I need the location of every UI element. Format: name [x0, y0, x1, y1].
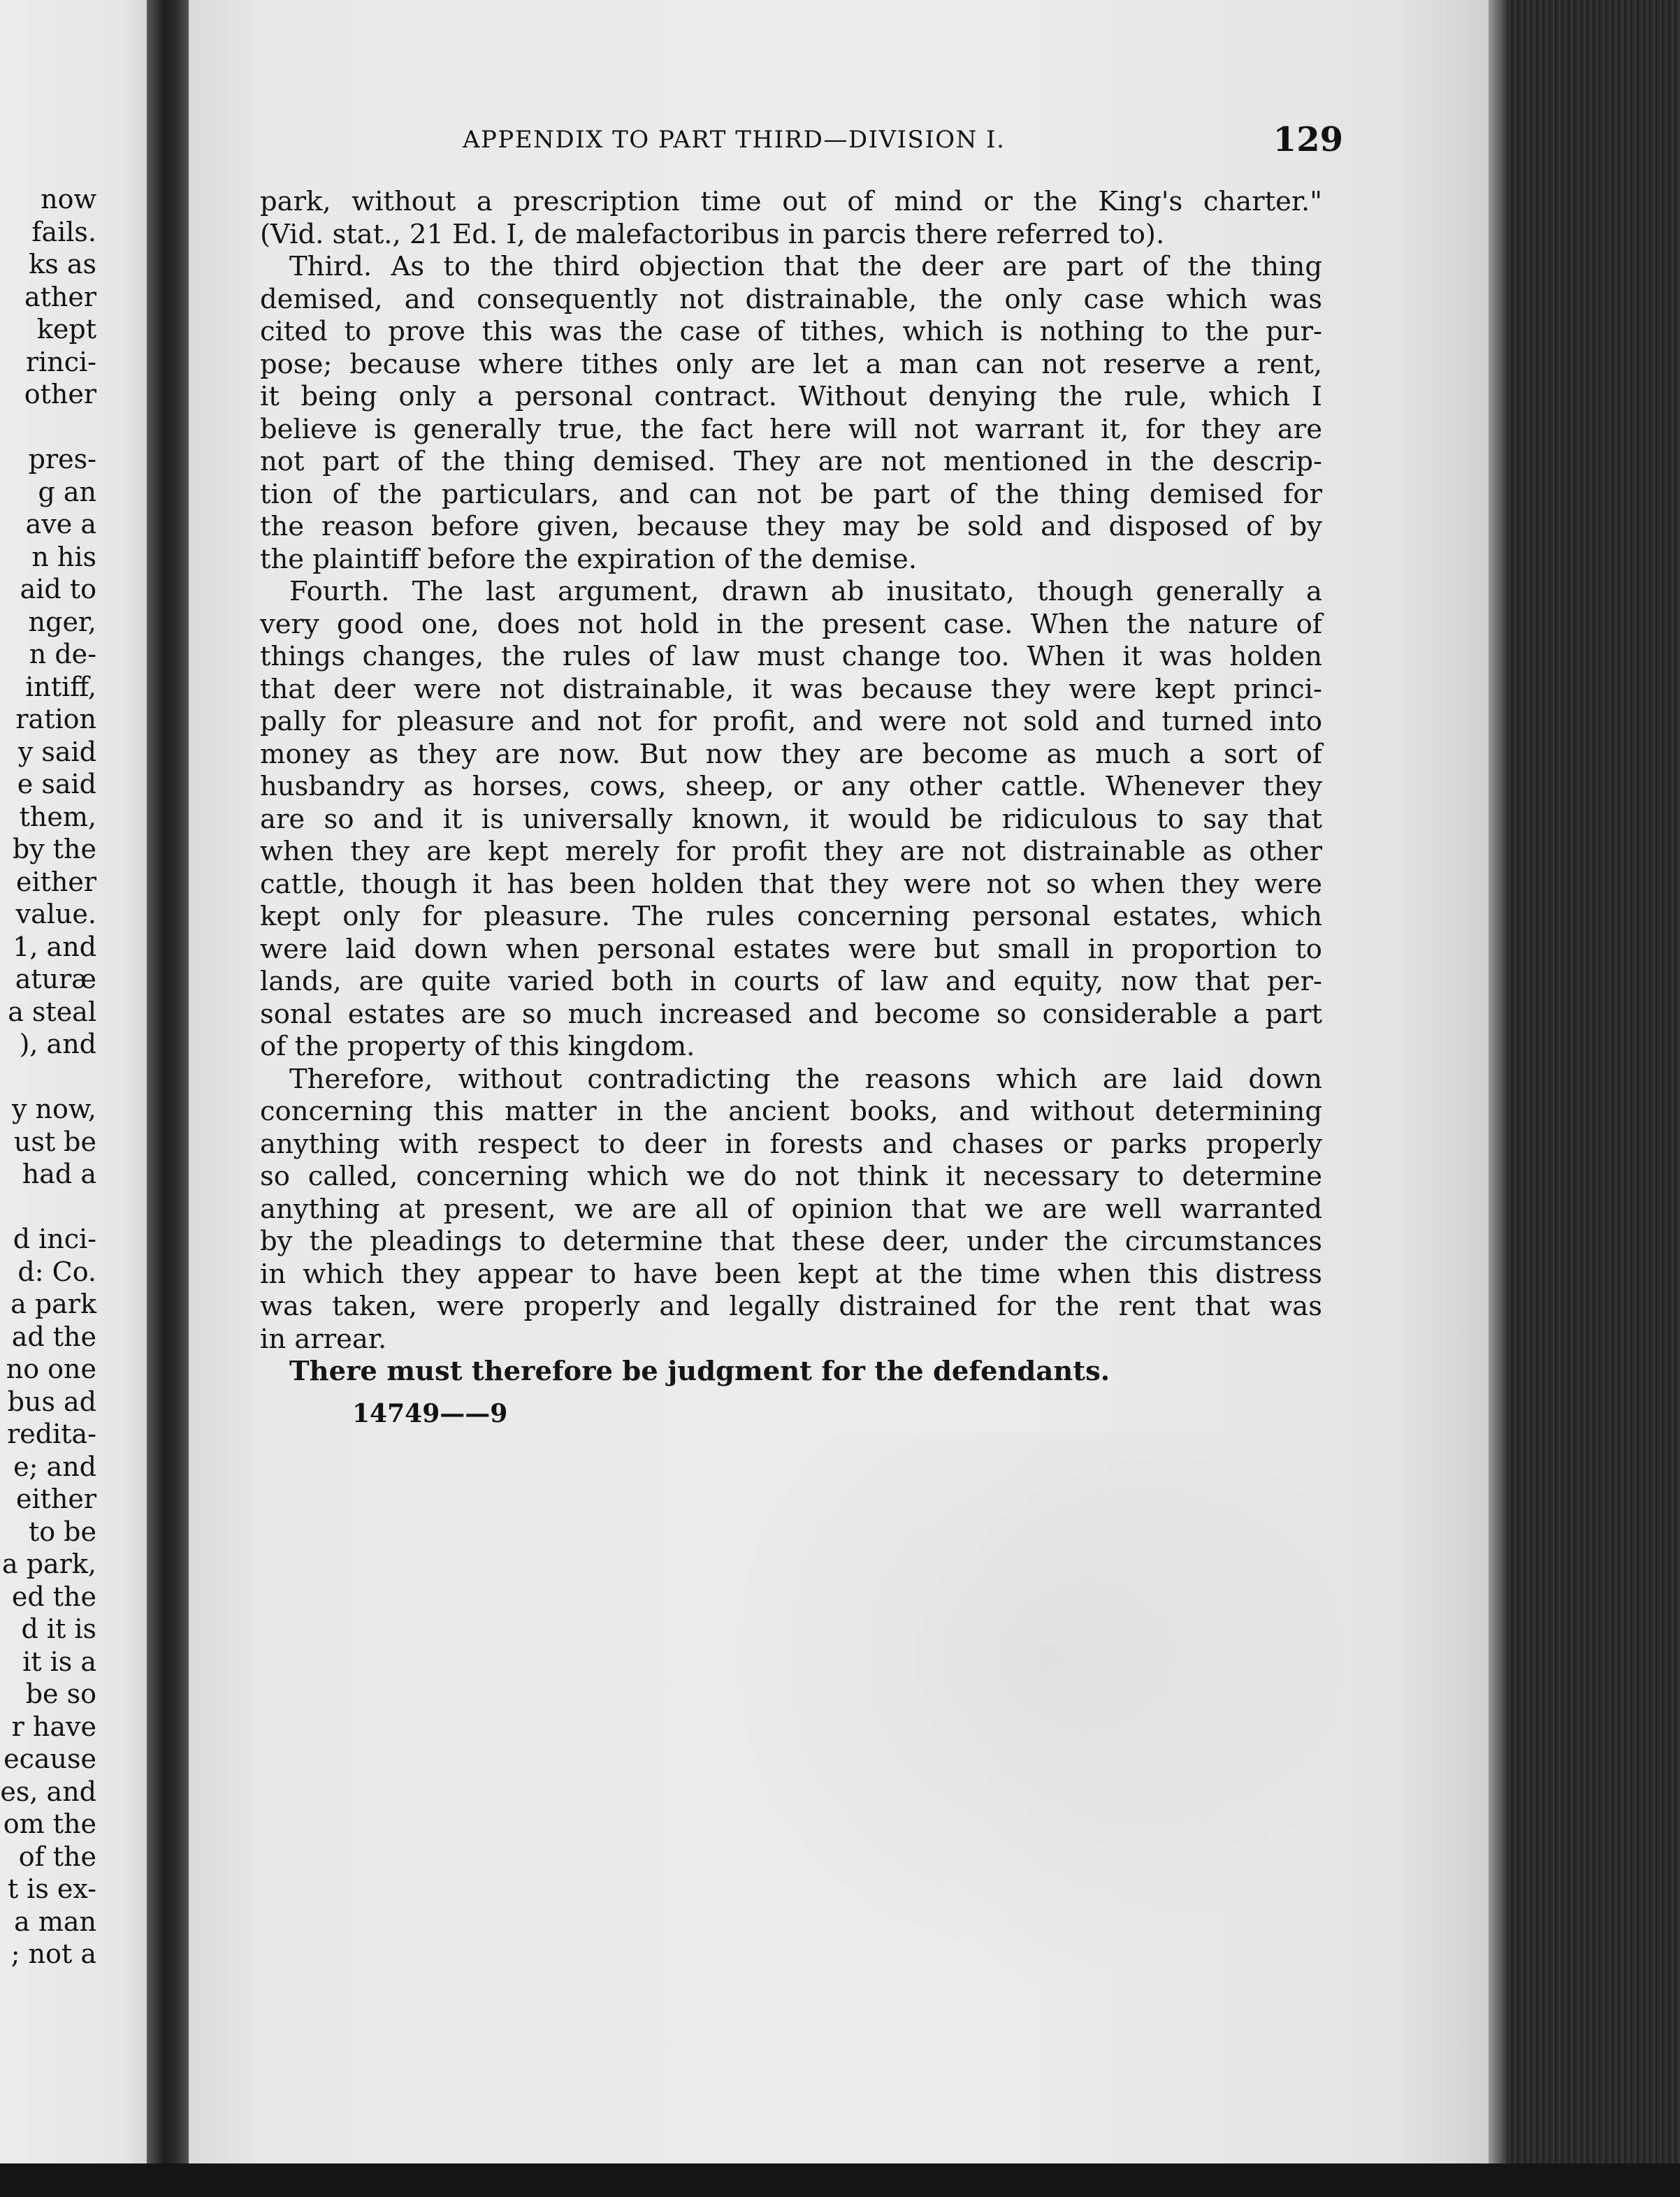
text-line: Third. As to the third objection that the deer are part of the thing [289, 251, 1322, 282]
left-page-line: g an [38, 476, 96, 507]
left-page-line: rinci- [25, 346, 96, 377]
left-page-line: either [15, 1484, 96, 1514]
running-head: APPENDIX TO PART THIRD—DIVISION I. [463, 126, 1006, 154]
text-line: park, without a prescription time out of mind or the King's charter." [260, 186, 1322, 217]
left-page-line: a steal [8, 996, 96, 1027]
left-facing-page [0, 0, 155, 2197]
text-line: was taken, were properly and legally distrained for the rent that was [260, 1291, 1322, 1322]
text-line: by the pleadings to determine that these deer, under the circumstances [260, 1226, 1322, 1257]
text-line: when they are kept merely for profit they are not distrainable as other [260, 836, 1322, 867]
text-line: demised, and consequently not distrainable, the only case which was [260, 283, 1322, 315]
left-page-text-fragments [0, 183, 96, 1971]
text-line: sonal estates are so much increased and become so considerable a part [260, 998, 1322, 1030]
text-line: pose; because where tithes only are let a man can not reserve a rent, [260, 348, 1322, 380]
text-line: pally for pleasure and not for profit, and were not sold and turned into [260, 706, 1322, 737]
text-line: of the property of this kingdom. [260, 1031, 695, 1062]
text-line: money as they are now. But now they are become as much a sort of [260, 738, 1322, 770]
left-page-line: om the [3, 1808, 96, 1839]
left-page-line: y now, [12, 1094, 96, 1124]
text-line: anything with respect to deer in forests and chases or parks properly [260, 1128, 1322, 1160]
left-page-line: n his [31, 541, 96, 572]
left-page-line: to be [28, 1516, 96, 1547]
text-line: the reason before given, because they may be sold and disposed of by [260, 511, 1322, 542]
left-page-line: e; and [13, 1451, 96, 1482]
text-line: concerning this matter in the ancient books, and without determining [260, 1096, 1322, 1127]
text-line: so called, concerning which we do not think it necessary to determine [260, 1161, 1322, 1192]
page-edges [1489, 0, 1680, 2197]
left-page-line: t is ex- [7, 1873, 96, 1904]
left-page-line [0, 1061, 96, 1094]
left-page-line: be so [25, 1678, 96, 1709]
text-line: the plaintiff before the expiration of the demise. [260, 543, 918, 575]
left-page-line: e said [17, 769, 96, 799]
left-page-line: ave a [25, 509, 96, 539]
left-page-line: ad the [11, 1321, 96, 1352]
text-line: very good one, does not hold in the present case. When the nature of [260, 608, 1322, 640]
left-page-line: ecause [3, 1743, 96, 1774]
text-line: anything at present, we are all of opinion that we are well warranted [260, 1193, 1322, 1225]
left-page-line: a man [14, 1906, 96, 1937]
text-line: in which they appear to have been kept at the time when this distress [260, 1258, 1322, 1290]
page-header [463, 120, 1343, 162]
page-number: 129 [1273, 120, 1343, 159]
left-page-line: y said [17, 736, 96, 767]
text-line: were laid down when personal estates were but small in proportion to [260, 933, 1322, 965]
body-text [260, 186, 1322, 1388]
left-page-line: d: Co. [17, 1256, 96, 1287]
text-line: (Vid. stat., 21 Ed. I, de malefactoribus in parcis there referred to). [260, 218, 1165, 250]
left-page-line: aturæ [15, 964, 96, 994]
left-page-line: other [24, 379, 96, 409]
text-line: lands, are quite varied both in courts of law and equity, now that per- [260, 966, 1322, 997]
left-page-line: now [41, 184, 96, 215]
left-page-line [0, 411, 96, 444]
left-page-line: kept [36, 314, 96, 345]
left-page-line [0, 1191, 96, 1224]
left-page-line: ks as [29, 249, 96, 280]
left-page-line: no one [6, 1354, 96, 1384]
text-line: in arrear. [260, 1323, 387, 1355]
left-page-line: a park [10, 1289, 96, 1319]
left-page-line: pres- [28, 444, 96, 474]
left-page-line: bus ad [7, 1386, 96, 1417]
text-line: are so and it is universally known, it would be ridiculous to say that [260, 803, 1322, 835]
left-page-line: it is a [22, 1646, 96, 1677]
text-line: not part of the thing demised. They are not mentioned in the descrip- [260, 446, 1322, 477]
text-line: cattle, though it has been holden that they were not so when they were [260, 868, 1322, 900]
left-page-line: 1, and [13, 931, 96, 962]
left-page-line: ), and [19, 1029, 96, 1059]
left-page-line: es, and [0, 1776, 96, 1807]
left-page-line: r have [11, 1711, 96, 1742]
left-page-line: ust be [13, 1126, 96, 1157]
text-line: tion of the particulars, and can not be part of the thing demised for [260, 478, 1322, 510]
text-line: believe is generally true, the fact here will not warrant it, for they are [260, 413, 1322, 445]
conclusion-line: There must therefore be judgment for the defendants. [289, 1356, 1110, 1387]
left-page-line: n de- [29, 639, 96, 669]
text-line: that deer were not distrainable, it was because they were kept princi- [260, 673, 1322, 705]
left-page-line: either [15, 866, 96, 897]
text-line: Therefore, without contradicting the reasons which are laid down [289, 1063, 1322, 1095]
left-page-line: fails. [31, 216, 96, 247]
left-page-line: value. [15, 899, 96, 929]
left-page-line: ed the [11, 1581, 96, 1612]
left-page-line: aid to [20, 574, 96, 604]
text-line: Fourth. The last argument, drawn ab inusitato, though generally a [289, 576, 1322, 607]
show-through-stain [727, 1433, 1356, 1992]
left-page-line: d it is [21, 1614, 96, 1644]
text-line: cited to prove this was the case of tithes, which is nothing to the pur- [260, 316, 1322, 347]
left-page-line: ; not a [10, 1938, 96, 1969]
document-number: 14749——9 [352, 1399, 508, 1428]
left-page-line: a park, [2, 1549, 96, 1579]
left-page-line: d inci- [13, 1224, 96, 1254]
left-page-line: of the [18, 1841, 96, 1872]
text-line: things changes, the rules of law must change too. When it was holden [260, 641, 1322, 672]
text-line: it being only a personal contract. Without denying the rule, which I [260, 381, 1322, 412]
left-page-line: ather [24, 281, 96, 312]
text-line: husbandry as horses, cows, sheep, or any other cattle. Whenever they [260, 771, 1322, 802]
left-page-line: redita- [7, 1419, 96, 1449]
left-page-line: had a [22, 1159, 96, 1189]
left-page-line: nger, [28, 606, 96, 637]
text-line: kept only for pleasure. The rules concerning personal estates, which [260, 901, 1322, 932]
scan-bottom-border [0, 2163, 1680, 2197]
left-page-line: ration [15, 704, 96, 734]
left-page-line: them, [19, 801, 96, 832]
left-page-line: intiff, [25, 671, 96, 702]
left-page-line: by the [12, 834, 96, 864]
